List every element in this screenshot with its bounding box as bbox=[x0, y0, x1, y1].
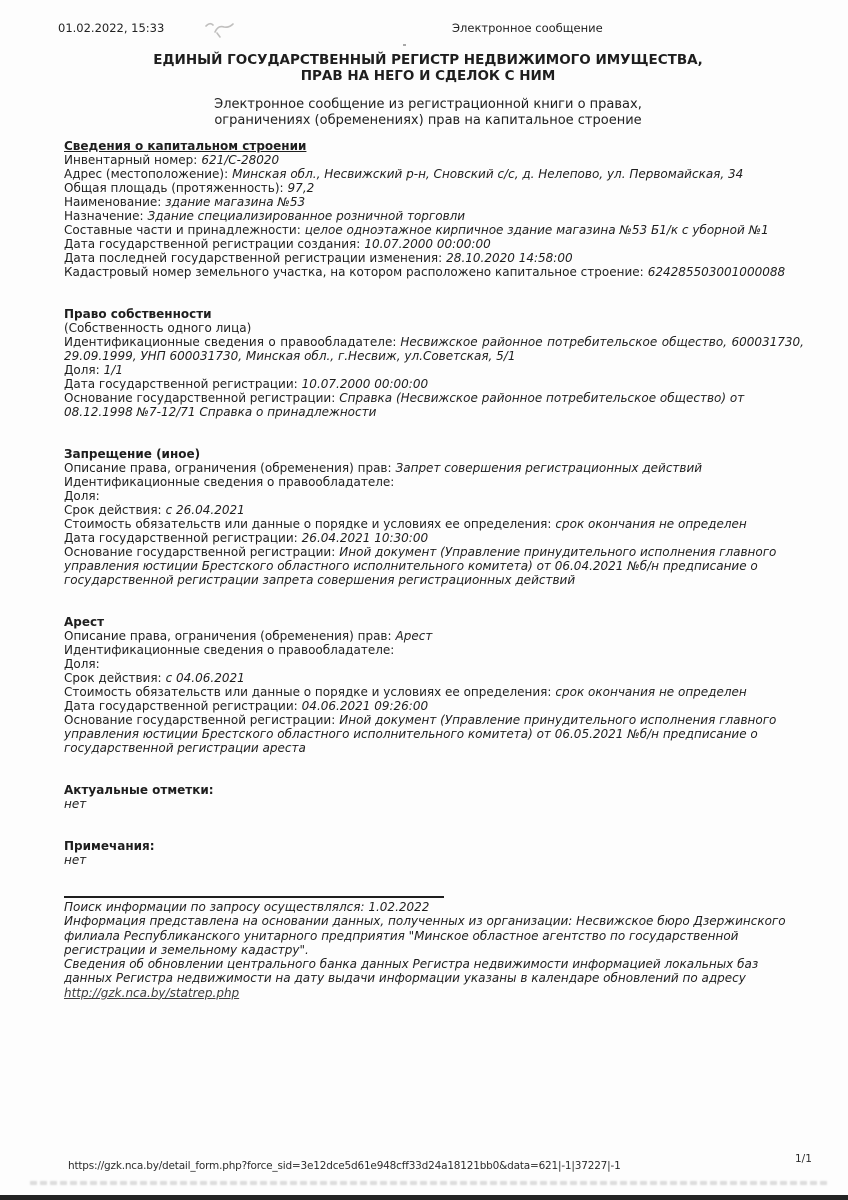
field-label: Общая площадь (протяженность): bbox=[64, 181, 284, 195]
field-label: Основание государственной регистрации: bbox=[64, 713, 336, 727]
field-value: Минская обл., Несвижский р-н, Сновский с/с, д. Нелепово, ул. Первомайская, 34 bbox=[232, 167, 744, 181]
section-heading: Право собственности bbox=[64, 307, 212, 321]
field-value: с 04.06.2021 bbox=[165, 671, 245, 685]
field-label: Наименование: bbox=[64, 195, 162, 209]
field-label: Дата государственной регистрации: bbox=[64, 531, 298, 545]
document-subtitle bbox=[60, 97, 796, 129]
section-heading: Примечания: bbox=[64, 839, 155, 853]
field-label: Идентификационные сведения о правообладателе: bbox=[64, 335, 397, 349]
field-label: Основание государственной регистрации: bbox=[64, 391, 336, 405]
field-value: Запрет совершения регистрационных действий bbox=[395, 461, 703, 475]
footer-update-line: Сведения об обновлении центрального банка данных Регистра недвижимости информацией локальных баз данных Регистра недвижимости на дату выдачи информации указаны в календаре обновлений по адресу bbox=[64, 957, 759, 986]
field-label: Описание права, ограничения (обременения) прав: bbox=[64, 629, 392, 643]
field-value: Справка (Несвижское районное потребительское общество) от 08.12.1998 №7-12/71 Справка о принадлежности bbox=[64, 391, 745, 419]
field-label: Срок действия: bbox=[64, 671, 162, 685]
field-row-notes-value bbox=[64, 853, 804, 867]
field-label: Идентификационные сведения о правообладателе: bbox=[64, 475, 395, 489]
field-label: Дата государственной регистрации создания: bbox=[64, 237, 361, 251]
field-row-registration-date bbox=[64, 377, 804, 391]
field-row-share bbox=[64, 657, 804, 671]
field-row-inventory-number bbox=[64, 153, 804, 167]
section-prohibition bbox=[64, 447, 804, 587]
field-label: Идентификационные сведения о правообладателе: bbox=[64, 643, 395, 657]
print-footer-url: https://gzk.nca.by/detail_form.php?force_sid=3e12dce5d61e948cff33d24a18121bb0&data=621|-1|37227|-1 bbox=[68, 1160, 621, 1172]
field-value: с 26.04.2021 bbox=[165, 503, 245, 517]
field-label: Основание государственной регистрации: bbox=[64, 545, 336, 559]
scan-artifact-ghost-line bbox=[30, 1181, 830, 1185]
field-value: 10.07.2000 00:00:00 bbox=[301, 377, 429, 391]
field-row-name bbox=[64, 195, 804, 209]
field-row-validity-period bbox=[64, 671, 804, 685]
field-value: 621/С-28020 bbox=[201, 153, 280, 167]
field-value: Иной документ (Управление принудительного исполнения главного управления юстиции Брестского областного исполнительного комитета) от 06.04.2021 №б/н предписание о государственной регистрации запрета совершения регистрационных действий bbox=[64, 545, 777, 587]
field-label: Адрес (местоположение): bbox=[64, 167, 229, 181]
section-actual-marks bbox=[64, 783, 804, 811]
field-row-cadastral-number bbox=[64, 265, 804, 279]
field-value: Несвижское районное потребительское общество, 600031730, 29.09.1999, УНП 600031730, Минская обл., г.Несвиж, ул.Советская, 5/1 bbox=[64, 335, 804, 363]
section-heading: Актуальные отметки: bbox=[64, 783, 214, 797]
section-notes bbox=[64, 839, 804, 867]
field-value: здание магазина №53 bbox=[165, 195, 306, 209]
field-row-registration-basis bbox=[64, 713, 804, 755]
field-row-actual-marks-value bbox=[64, 797, 804, 811]
field-row-registration-date bbox=[64, 699, 804, 713]
field-value: нет bbox=[64, 797, 87, 811]
field-label: Доля: bbox=[64, 489, 100, 503]
field-label: Кадастровый номер земельного участка, на котором расположено капитальное строение: bbox=[64, 265, 644, 279]
section-heading: Сведения о капитальном строении bbox=[64, 139, 307, 153]
field-row-validity-period bbox=[64, 503, 804, 517]
field-value: 1/1 bbox=[103, 363, 123, 377]
field-row-purpose bbox=[64, 209, 804, 223]
document-body bbox=[64, 139, 804, 1000]
field-value: 26.04.2021 10:30:00 bbox=[301, 531, 429, 545]
subtitle-line-1: Электронное сообщение из регистрационной книги о правах, bbox=[214, 97, 642, 112]
footer-search-line: Поиск информации по запросу осуществлялся: 1.02.2022 bbox=[64, 900, 430, 914]
section-heading: Запрещение (иное) bbox=[64, 447, 201, 461]
field-value: 97,2 bbox=[287, 181, 315, 195]
field-row-rightholder bbox=[64, 335, 804, 363]
document-title bbox=[60, 52, 796, 84]
field-value: срок окончания не определен bbox=[555, 685, 747, 699]
field-row-components bbox=[64, 223, 804, 237]
field-label: Дата государственной регистрации: bbox=[64, 699, 298, 713]
field-label: Дата последней государственной регистрации изменения: bbox=[64, 251, 443, 265]
section-heading: Арест bbox=[64, 615, 105, 629]
footer-divider bbox=[64, 896, 444, 898]
field-row-obligation-cost bbox=[64, 517, 804, 531]
field-value: срок окончания не определен bbox=[555, 517, 747, 531]
field-row-rightholder bbox=[64, 475, 804, 489]
footer-info-line: Информация представлена на основании данных, полученных из организации: Несвижское бюро Дзержинского филиала Республиканского унитарного предприятия "Минское областное агентство по государственной регистрации и земельному кадастру". bbox=[64, 914, 786, 957]
scan-artifact-squiggle-icon bbox=[203, 20, 237, 42]
title-line-2: ПРАВ НА НЕГО И СДЕЛОК С НИМ bbox=[300, 68, 556, 84]
field-row-last-change-date bbox=[64, 251, 804, 265]
scan-artifact-bottom-edge bbox=[0, 1195, 848, 1200]
field-label: (Собственность одного лица) bbox=[64, 321, 252, 335]
field-value: 04.06.2021 09:26:00 bbox=[301, 699, 429, 713]
print-header-title: Электронное сообщение bbox=[452, 21, 603, 35]
field-value: 624285503001000088 bbox=[647, 265, 786, 279]
field-row-address bbox=[64, 167, 804, 181]
field-row-share bbox=[64, 363, 804, 377]
document-footer bbox=[64, 900, 804, 1000]
field-row-share bbox=[64, 489, 804, 503]
field-label: Дата государственной регистрации: bbox=[64, 377, 298, 391]
field-row-registration-basis bbox=[64, 391, 804, 419]
field-label: Назначение: bbox=[64, 209, 144, 223]
field-row-ownership-type bbox=[64, 321, 804, 335]
section-ownership-right bbox=[64, 307, 804, 419]
section-arrest bbox=[64, 615, 804, 755]
field-value: Иной документ (Управление принудительного исполнения главного управления юстиции Брестского областного исполнительного комитета) от 06.05.2021 №б/н предписание о государственной регистрации ареста bbox=[64, 713, 777, 755]
field-value: нет bbox=[64, 853, 87, 867]
print-timestamp: 01.02.2022, 15:33 bbox=[58, 21, 165, 35]
field-row-right-description bbox=[64, 461, 804, 475]
field-value: 10.07.2000 00:00:00 bbox=[364, 237, 491, 251]
field-label: Стоимость обязательств или данные о порядке и условиях ее определения: bbox=[64, 517, 552, 531]
field-value: 28.10.2020 14:58:00 bbox=[446, 251, 573, 265]
field-label: Доля: bbox=[64, 657, 100, 671]
field-value: целое одноэтажное кирпичное здание магазина №53 Б1/к с уборной №1 bbox=[304, 223, 769, 237]
field-label: Стоимость обязательств или данные о порядке и условиях ее определения: bbox=[64, 685, 552, 699]
section-capital-structure bbox=[64, 139, 804, 279]
field-label: Описание права, ограничения (обременения) прав: bbox=[64, 461, 392, 475]
title-line-1: ЕДИНЫЙ ГОСУДАРСТВЕННЫЙ РЕГИСТР НЕДВИЖИМОГО ИМУЩЕСТВА, bbox=[153, 52, 703, 68]
field-label: Инвентарный номер: bbox=[64, 153, 198, 167]
field-row-creation-date bbox=[64, 237, 804, 251]
field-label: Доля: bbox=[64, 363, 100, 377]
field-row-total-area bbox=[64, 181, 804, 195]
field-value: Здание специализированное розничной торговли bbox=[147, 209, 466, 223]
field-label: Составные части и принадлежности: bbox=[64, 223, 301, 237]
field-row-obligation-cost bbox=[64, 685, 804, 699]
page-number: 1/1 bbox=[795, 1153, 812, 1165]
field-value: Арест bbox=[395, 629, 433, 643]
field-row-right-description bbox=[64, 629, 804, 643]
field-row-registration-basis bbox=[64, 545, 804, 587]
field-row-rightholder bbox=[64, 643, 804, 657]
statrep-link[interactable]: http://gzk.nca.by/statrep.php bbox=[64, 985, 240, 1000]
field-label: Срок действия: bbox=[64, 503, 162, 517]
field-row-registration-date bbox=[64, 531, 804, 545]
subtitle-line-2: ограничениях (обременениях) прав на капитальное строение bbox=[214, 113, 642, 128]
